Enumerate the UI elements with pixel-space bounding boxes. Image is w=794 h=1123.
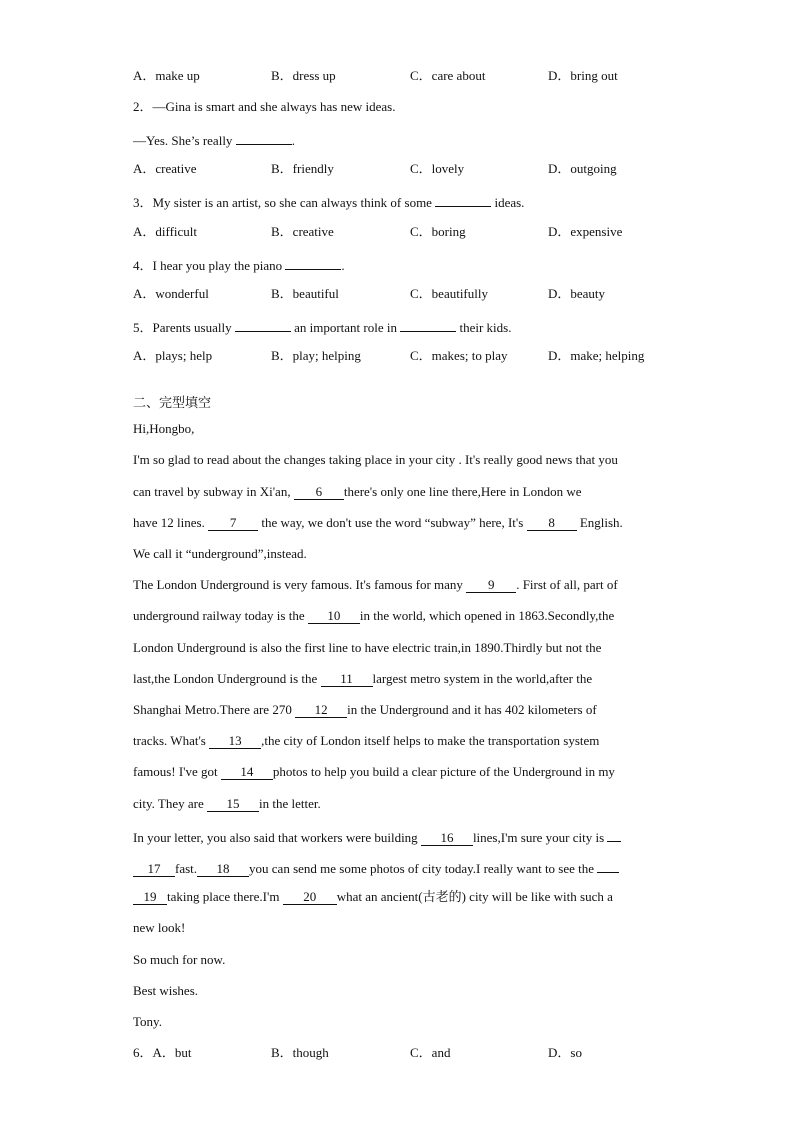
letter-text: The London Underground is very famous. It's famous for many [133,577,467,592]
letter-line [133,577,618,593]
letter-text: last,the London Underground is the [133,671,321,686]
q3-stem [133,192,524,211]
q6-option-a: 6．A．but [133,1045,192,1060]
q1-option-b: B．dress up [271,68,336,83]
letter-text: photos to help you build a clear picture of the Underground in my [272,764,615,779]
letter-line: We call it “underground”,instead. [133,546,307,561]
q2-reply-end: . [291,133,295,148]
letter-text: English. [576,515,623,530]
q4-stem-text: 4．I hear you play the piano [133,258,286,273]
letter-signature: Tony. [133,1014,162,1029]
q3-option-a: A．difficult [133,224,198,239]
letter-line [133,671,592,687]
q5-option-b: B．play; helping [271,348,361,363]
q1-option-d: D．bring out [548,68,618,83]
answer-blank [235,317,291,332]
section-heading: 二、完型填空 [133,396,212,411]
q2-option-a: A．creative [133,161,197,176]
letter-text: in the letter. [259,796,321,811]
letter-line: new look! [133,920,186,935]
cloze-blank-12: 12 [295,703,347,718]
letter-line [133,484,582,500]
cloze-blank-10: 10 [308,609,360,624]
q3-option-c: C．boring [410,224,466,239]
q4-option-a: A．wonderful [133,286,209,301]
letter-line [133,796,321,812]
cloze-blank-9: 9 [466,578,516,593]
letter-text: there's only one line there,Here in London we [343,484,582,499]
q2-reply [133,130,295,149]
q6-option-b: B．though [271,1045,329,1060]
letter-text: in the world, which opened in 1863.Secondly,the [359,608,615,623]
q6-options [133,1045,693,1061]
letter-text: taking place there.I'm [167,889,283,904]
letter-text: famous! I've got [133,764,221,779]
letter-text: tracks. What's [133,733,210,748]
letter-line [133,827,621,846]
cloze-blank-7: 7 [208,516,258,531]
cloze-blank-16: 16 [421,831,473,846]
q3-options [133,224,693,240]
letter-line: London Underground is also the first line to have electric train,in 1890.Thirdly but not the [133,640,602,655]
answer-blank [400,317,456,332]
q2-options [133,161,693,177]
letter-line [133,608,614,624]
q4-option-d: D．beauty [548,286,606,301]
answer-blank [285,255,341,270]
cloze-blank-15: 15 [207,797,259,812]
letter-line [133,733,599,749]
q2-option-b: B．friendly [271,161,334,176]
q6-option-d: D．so [548,1045,582,1060]
q2-reply-text: —Yes. She’s really [133,133,236,148]
letter-text: in the Underground and it has 402 kilometers of [347,702,597,717]
letter-line [133,889,613,905]
cloze-blank-6: 6 [294,485,344,500]
letter-text: largest metro system in the world,after the [372,671,593,686]
letter-text: Shanghai Metro.There are 270 [133,702,296,717]
letter-line [133,858,619,877]
cloze-blank-19: 19 [133,890,167,905]
letter-text: . First of all, part of [516,577,618,592]
letter-text: can travel by subway in Xi'an, [133,484,294,499]
q3-stem-end: ideas. [491,195,525,210]
cloze-blank-14: 14 [221,765,273,780]
q4-stem-end: . [341,258,345,273]
cloze-blank-17: 17 [133,862,175,877]
cloze-blank-19-start [597,858,619,873]
q5-stem-end: their kids. [456,320,512,335]
q5-stem-text: 5．Parents usually [133,320,235,335]
q2-stem: 2．—Gina is smart and she always has new ideas. [133,99,396,114]
q2-option-d: D．outgoing [548,161,617,176]
cloze-blank-8: 8 [527,516,577,531]
letter-closing: Best wishes. [133,983,198,998]
q1-option-a: A．make up [133,68,200,83]
cloze-blank-11: 11 [321,672,373,687]
letter-text: lines,I'm sure your city is [472,830,608,845]
letter-text: you can send me some photos of city today.I really want to see the [249,861,598,876]
letter-line [133,702,597,718]
q4-options [133,286,693,302]
q4-option-b: B．beautiful [271,286,339,301]
letter-line: I'm so glad to read about the changes taking place in your city . It's really good news that you [133,452,618,467]
letter-text: underground railway today is the [133,608,308,623]
answer-blank [236,130,292,145]
q5-stem-mid: an important role in [290,320,401,335]
q3-stem-text: 3．My sister is an artist, so she can always think of some [133,195,436,210]
q2-option-c: C．lovely [410,161,465,176]
q1-option-c: C．care about [410,68,486,83]
q5-option-d: D．make; helping [548,348,645,363]
letter-greeting: Hi,Hongbo, [133,421,195,436]
letter-text: ,the city of London itself helps to make the transportation system [261,733,600,748]
letter-text: what an ancient(古老的) city will be like with such a [336,889,613,904]
letter-text: fast. [175,861,198,876]
letter-text: In your letter, you also said that workers were building [133,830,421,845]
q1-options [133,68,693,84]
letter-line [133,764,615,780]
letter-text: the way, we don't use the word “subway” here, It's [258,515,527,530]
q5-option-c: C．makes; to play [410,348,508,363]
letter-text: city. They are [133,796,207,811]
cloze-blank-17-start [607,827,621,842]
q4-stem [133,255,345,274]
q5-options [133,348,693,364]
cloze-blank-18: 18 [197,862,249,877]
cloze-blank-13: 13 [209,734,261,749]
q5-option-a: A．plays; help [133,348,213,363]
letter-text: have 12 lines. [133,515,209,530]
q4-option-c: C．beautifully [410,286,488,301]
q3-option-b: B．creative [271,224,334,239]
q6-option-c: C．and [410,1045,451,1060]
letter-closing: So much for now. [133,952,226,967]
cloze-blank-20: 20 [283,890,337,905]
letter-line [133,515,623,531]
q3-option-d: D．expensive [548,224,623,239]
answer-blank [435,192,491,207]
q5-stem [133,317,511,336]
